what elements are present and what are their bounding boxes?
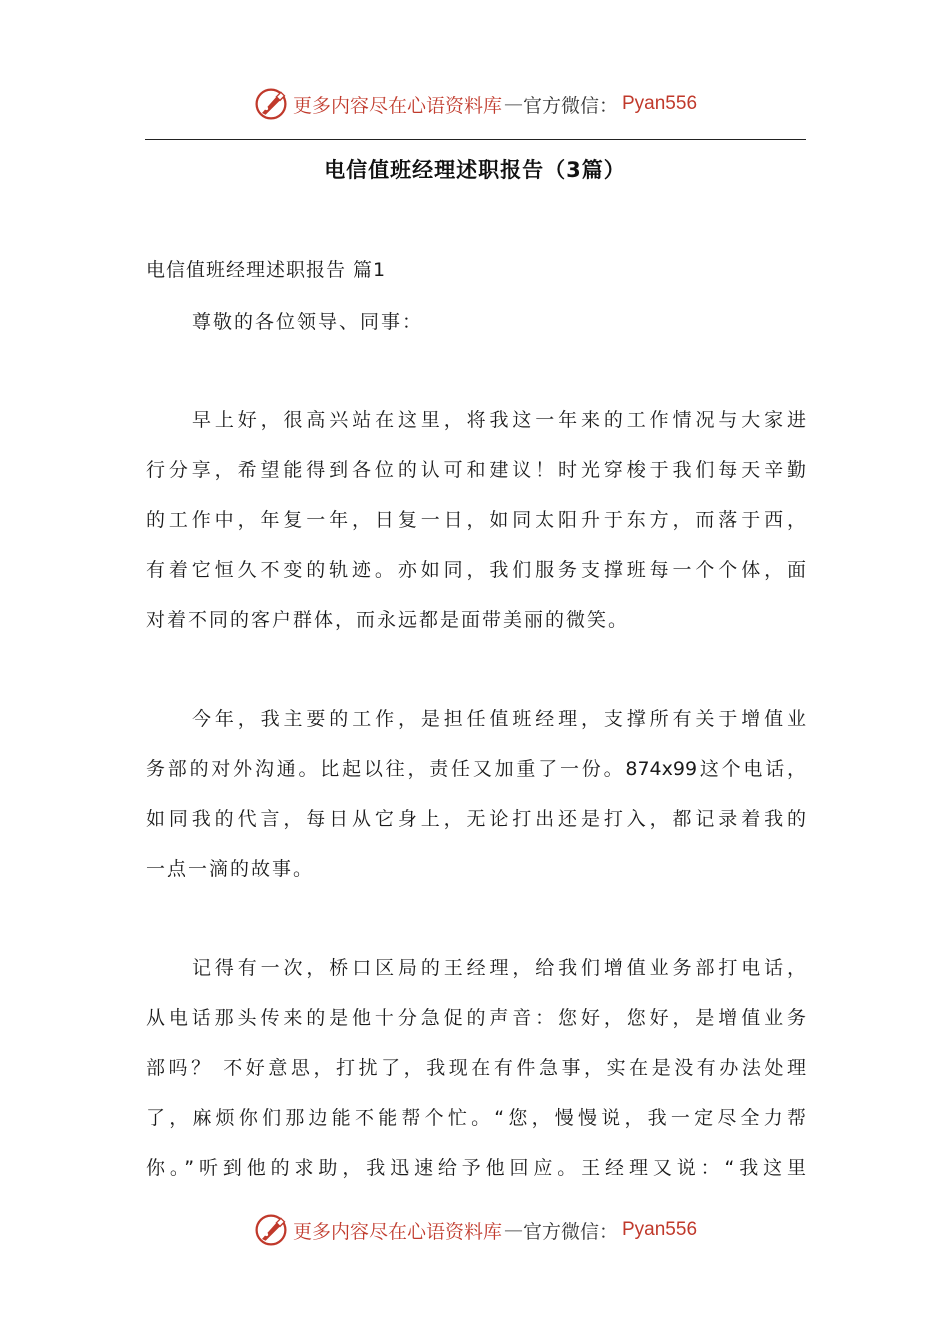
text-line: 行分享，希望能得到各位的认可和建议！时光穿梭于我们每天辛勤 [146,459,806,481]
banner-wechat-id: Pyan556 [622,1219,698,1240]
text-line: 记得有一次，桥口区局的王经理，给我们增值业务部打电话， [192,957,806,979]
text-line: 的工作中，年复一年，日复一日，如同太阳升于东方，而落于西， [146,509,806,531]
banner-wechat-label: 官方微信： [522,94,618,117]
text-line: 对着不同的客户群体，而永远都是面带美丽的微笑。 [146,609,630,631]
text-line: 了，麻烦你们那边能不能帮个忙。“您，慢慢说，我一定尽全力帮 [146,1107,806,1129]
header-banner [0,84,950,124]
banner-dash: — [503,1219,521,1241]
text-line: 务部的对外沟通。比起以往，责任又加重了一份。874x99这个电话， [146,758,806,780]
document-title: 电信值班经理述职报告（3篇） [324,158,626,182]
paragraph-1 [146,395,806,645]
text-line: 有着它恒久不变的轨迹。亦如同，我们服务支撑班每一个个体，面 [146,559,806,581]
banner-brand-text: 更多内容尽在心语资料库 [292,1220,502,1243]
section-heading: 电信值班经理述职报告 篇1 [146,259,387,281]
text-line: 今年，我主要的工作，是担任值班经理，支撑所有关于增值业 [192,708,806,730]
pen-nib-logo-icon [253,86,289,122]
paragraph-2 [146,694,806,894]
text-line: 你。”听到他的求助，我迅速给予他回应。王经理又说：“我这里 [146,1157,806,1179]
pen-nib-logo-icon [253,1212,289,1248]
text-line: 部吗？ 不好意思，打扰了，我现在有件急事，实在是没有办法处理 [146,1057,806,1079]
text-line: 一点一滴的故事。 [146,858,315,880]
banner-brand-text: 更多内容尽在心语资料库 [292,94,502,117]
salutation: 尊敬的各位领导、同事： [192,311,424,333]
text-line: 从电话那头传来的是他十分急促的声音：您好，您好，是增值业务 [146,1007,806,1029]
header-divider [145,139,806,140]
paragraph-3 [146,943,806,1193]
banner-wechat-id: Pyan556 [622,93,698,114]
footer-banner [0,1210,950,1250]
banner-wechat-label: 官方微信： [522,1220,618,1243]
text-line: 如同我的代言，每日从它身上，无论打出还是打入，都记录着我的 [146,808,806,830]
banner-dash: — [503,93,521,115]
text-line: 早上好，很高兴站在这里，将我这一年来的工作情况与大家进 [192,409,806,431]
